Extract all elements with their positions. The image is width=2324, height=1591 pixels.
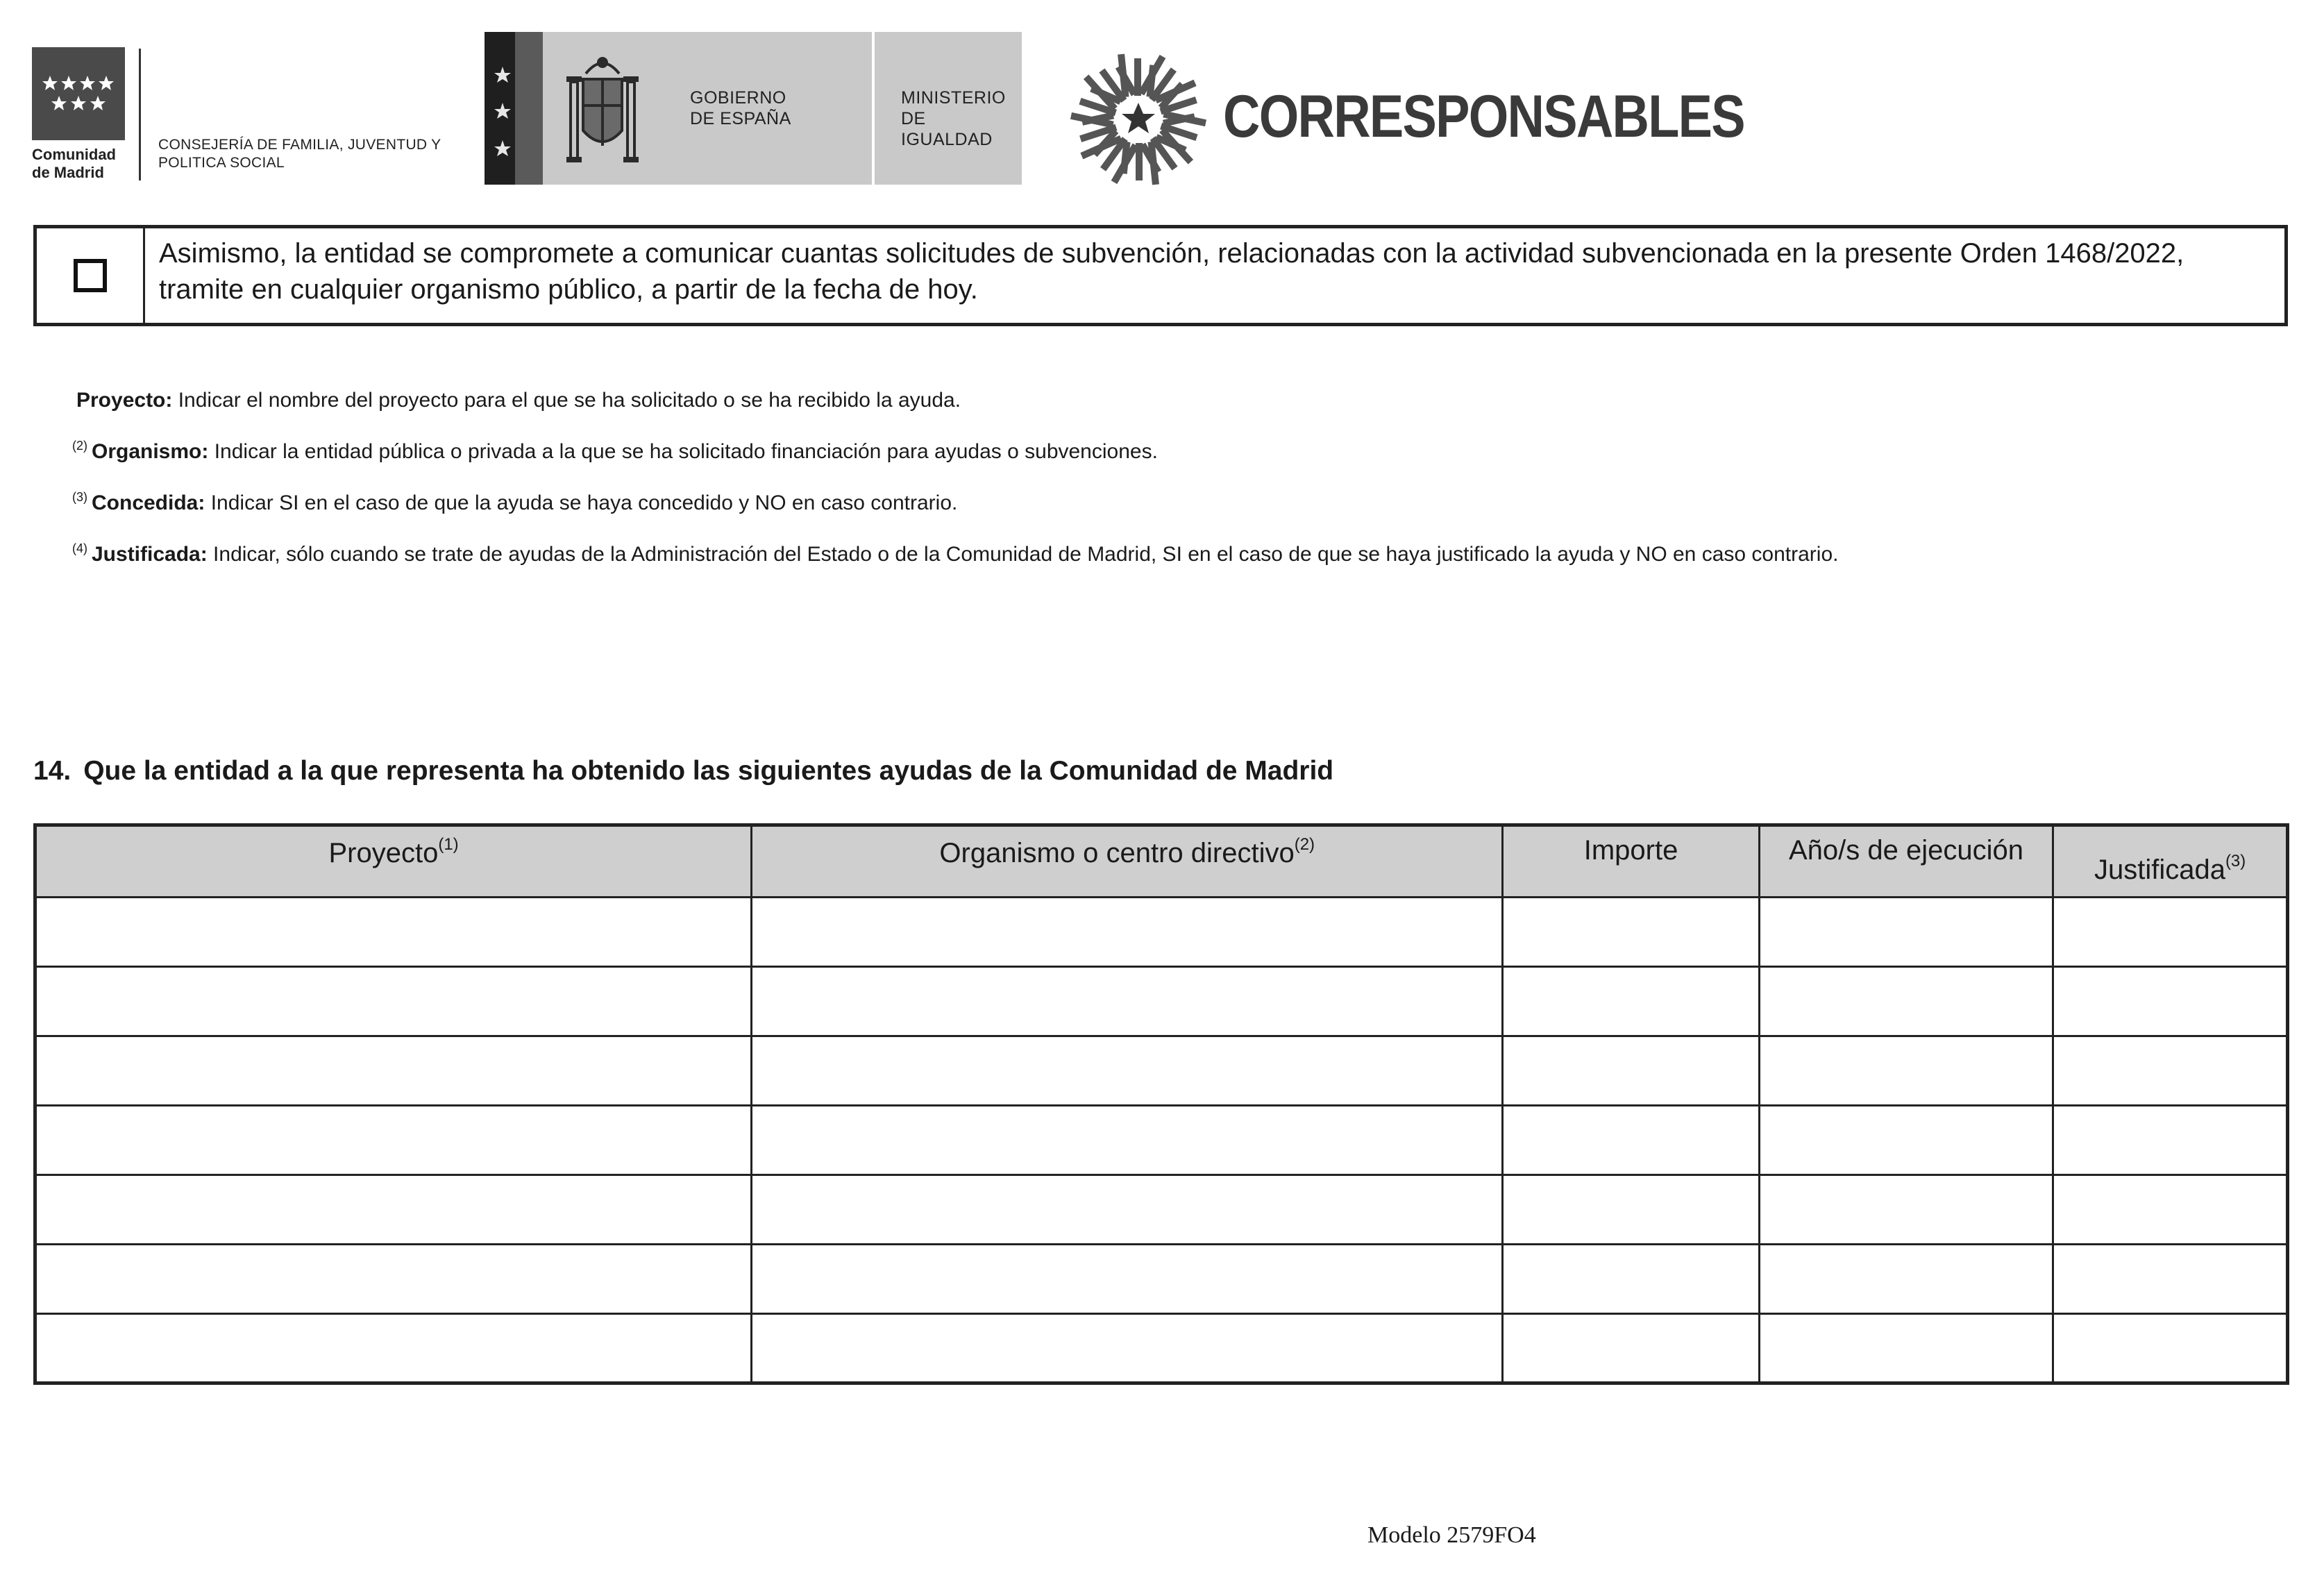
consejeria-line2: POLITICA SOCIAL [158, 155, 285, 171]
note-text: Indicar, sólo cuando se trate de ayudas de la Administración del Estado o de la Comunidad de Madrid, SI en el caso de que se haya justificado la ayuda y NO en caso contrario. [207, 543, 1839, 566]
note-text: Indicar SI en el caso de que la ayuda se haya concedido y NO en caso contrario. [205, 491, 958, 514]
cm-name-line1: Comunidad [32, 146, 116, 163]
header-divider [139, 49, 141, 180]
cell-importe[interactable] [1503, 1314, 1760, 1383]
cell-organismo[interactable] [752, 1106, 1503, 1175]
cm-name-line2: de Madrid [32, 164, 104, 181]
section-14-title [33, 755, 1333, 787]
eu-flag-band [485, 32, 543, 185]
cell-proyecto[interactable] [35, 898, 752, 967]
table-row [35, 1314, 2288, 1383]
ministerio-line2: DE IGUALDAD [901, 109, 993, 149]
aid-table [33, 823, 2289, 1385]
cell-anos[interactable] [1759, 1106, 2053, 1175]
header-importe: Importe [1503, 825, 1760, 898]
cell-organismo[interactable] [752, 1036, 1503, 1106]
note-term: Proyecto: [76, 389, 173, 412]
note-concedida [72, 485, 957, 516]
ministerio-line1: MINISTERIO [901, 88, 1006, 108]
note-text: Indicar la entidad pública o privada a la que se ha solicitado financiación para ayudas o subvenciones. [208, 440, 1158, 463]
cell-proyecto[interactable] [35, 1106, 752, 1175]
coat-of-arms-icon [561, 49, 644, 171]
consejeria-line1: CONSEJERÍA DE FAMILIA, JUVENTUD Y [158, 137, 441, 153]
cell-proyecto[interactable] [35, 1175, 752, 1245]
cell-justificada[interactable] [2053, 898, 2288, 967]
cell-anos[interactable] [1759, 898, 2053, 967]
cell-justificada[interactable] [2053, 1314, 2288, 1383]
section-title-text: Que la entidad a la que representa ha obtenido las siguientes ayudas de la Comunidad de Madrid [83, 756, 1334, 786]
commitment-text: Asimismo, la entidad se compromete a comunicar cuantas solicitudes de subvención, relacionadas con la actividad subvencionada en la presente Orden 1468/2022, tramite en cualquier organismo público, a partir de la fecha de hoy. [159, 238, 2184, 305]
cell-justificada[interactable] [2053, 967, 2288, 1036]
corresponsables-wordmark: CORRESPONSABLES [1223, 83, 1744, 150]
table-row [35, 898, 2288, 967]
consejeria-name [158, 136, 441, 172]
header-organismo: Organismo o centro directivo$^{(2)}$ [752, 825, 1503, 898]
header-proyecto: Proyecto$^{(1)}$ [35, 825, 752, 898]
cell-importe[interactable] [1503, 1245, 1760, 1314]
cell-anos[interactable] [1759, 1245, 2053, 1314]
cell-anos[interactable] [1759, 1036, 2053, 1106]
note-term: Organismo: [92, 440, 209, 463]
cell-justificada[interactable] [2053, 1106, 2288, 1175]
header-justificada: Justificada$^{(3)}$ [2053, 825, 2288, 898]
corresponsables-star-icon [1069, 50, 1208, 189]
cell-importe[interactable] [1503, 967, 1760, 1036]
cell-proyecto[interactable] [35, 967, 752, 1036]
commitment-box [33, 225, 2288, 326]
note-marker: (3) [72, 490, 87, 504]
header-anos-ejecucion: Año/s de ejecución [1759, 825, 2053, 898]
ministerio-text [901, 87, 1022, 150]
cell-anos[interactable] [1759, 1175, 2053, 1245]
cell-justificada[interactable] [2053, 1036, 2288, 1106]
madrid-stars-icon [32, 47, 125, 140]
star-icon [489, 32, 516, 185]
table-row [35, 967, 2288, 1036]
table-row [35, 1175, 2288, 1245]
note-text: Indicar el nombre del proyecto para el que se ha solicitado o se ha recibido la ayuda. [172, 389, 961, 412]
note-marker: (4) [72, 541, 87, 555]
cell-anos[interactable] [1759, 967, 2053, 1036]
note-proyecto [72, 382, 961, 413]
gobierno-espana-logo [485, 32, 1022, 185]
cell-proyecto[interactable] [35, 1314, 752, 1383]
cell-organismo[interactable] [752, 898, 1503, 967]
table-row [35, 1245, 2288, 1314]
cell-organismo[interactable] [752, 1175, 1503, 1245]
section-number: 14. [33, 756, 71, 786]
cell-proyecto[interactable] [35, 1245, 752, 1314]
ministerio-panel [875, 32, 1022, 185]
cell-organismo[interactable] [752, 1314, 1503, 1383]
cell-importe[interactable] [1503, 1106, 1760, 1175]
cell-justificada[interactable] [2053, 1175, 2288, 1245]
cell-importe[interactable] [1503, 898, 1760, 967]
gobierno-panel [543, 32, 872, 185]
cell-importe[interactable] [1503, 1175, 1760, 1245]
gobierno-line1: GOBIERNO [690, 88, 786, 108]
cell-organismo[interactable] [752, 967, 1503, 1036]
cell-anos[interactable] [1759, 1314, 2053, 1383]
cell-justificada[interactable] [2053, 1245, 2288, 1314]
commitment-checkbox-cell [37, 228, 145, 323]
table-row [35, 1036, 2288, 1106]
gobierno-line2: DE ESPAÑA [690, 109, 791, 128]
cell-proyecto[interactable] [35, 1036, 752, 1106]
note-term: Concedida: [92, 491, 205, 514]
table-header-row [35, 825, 2288, 898]
note-justificada [72, 536, 1838, 567]
model-number: Modelo 2579FO4 [1367, 1522, 1536, 1548]
comunidad-madrid-name [32, 146, 129, 182]
comunidad-madrid-logo [32, 47, 129, 183]
cell-organismo[interactable] [752, 1245, 1503, 1314]
cell-importe[interactable] [1503, 1036, 1760, 1106]
gobierno-text [690, 87, 791, 129]
note-organismo [72, 433, 1158, 464]
commitment-checkbox[interactable] [74, 259, 107, 292]
table-row [35, 1106, 2288, 1175]
note-marker: (2) [72, 439, 87, 453]
note-term: Justificada: [92, 543, 208, 566]
